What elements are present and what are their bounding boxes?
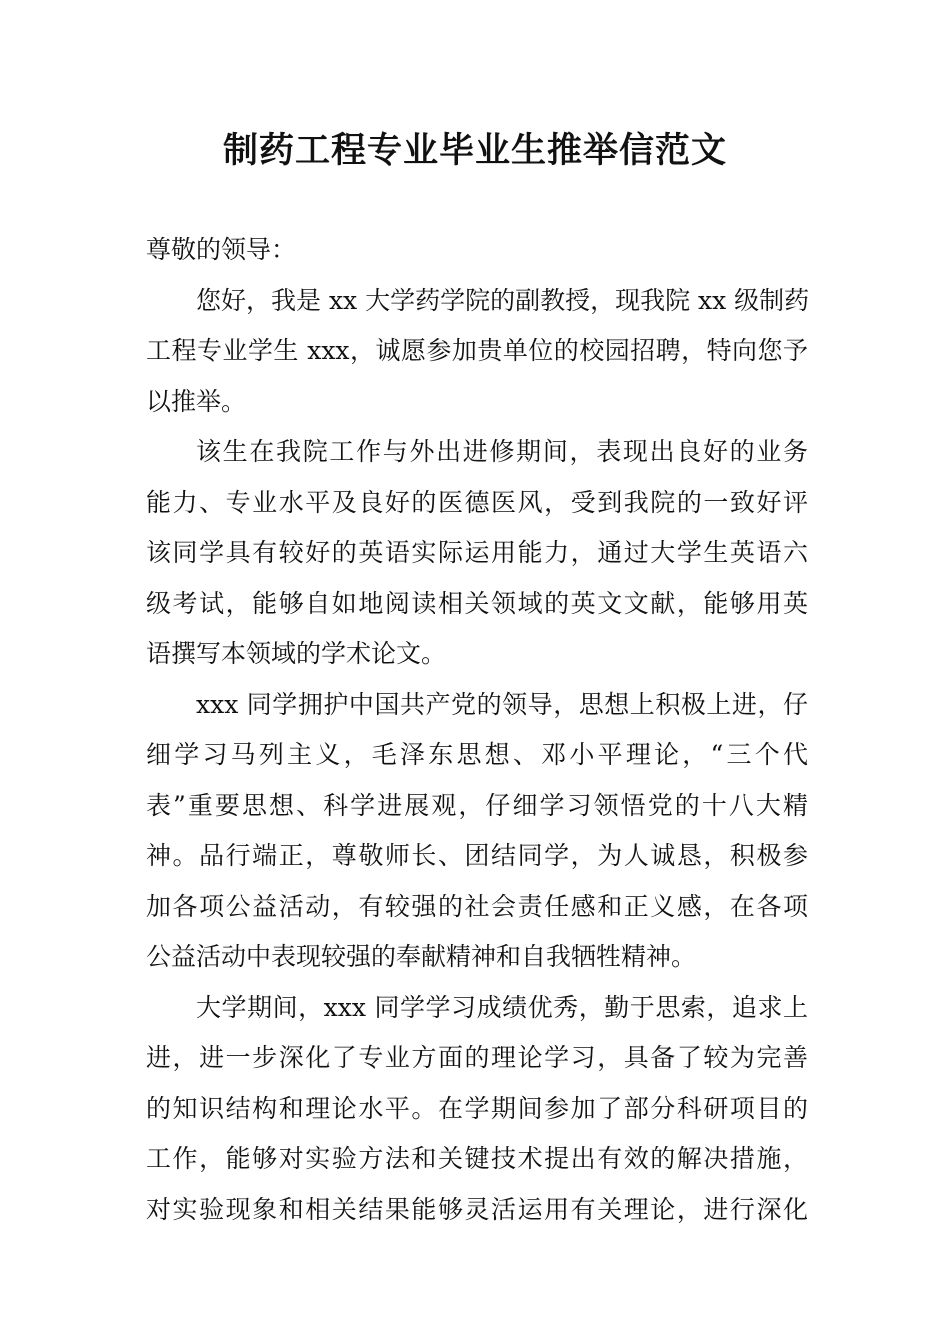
paragraph-3 — [146, 680, 808, 983]
paragraph-line: 您好，我是 xx 大学药学院的副教授，现我院 xx 级制药 — [196, 285, 810, 315]
paragraph-line: 该同学具有较好的英语实际运用能力，通过大学生英语六 — [146, 538, 808, 567]
paragraph-line: 公益活动中表现较强的奉献精神和自我牺牲精神。 — [146, 942, 697, 971]
document-title: 制药工程专业毕业生推举信范文 — [222, 131, 727, 171]
paragraph-line: 加各项公益活动，有较强的社会责任感和正义感，在各项 — [146, 891, 808, 921]
paragraph-line: xxx 同学拥护中国共产党的领导，思想上积极上进，仔 — [196, 689, 808, 719]
paragraph-line: 进，进一步深化了专业方面的理论学习，具备了较为完善 — [146, 1043, 808, 1072]
paragraph-2 — [146, 427, 808, 680]
paragraph-1 — [146, 276, 808, 428]
paragraph-line: 以推举。 — [146, 386, 247, 416]
paragraph-line: 该生在我院工作与外出进修期间，表现出良好的业务 — [196, 437, 808, 466]
paragraph-4 — [146, 983, 808, 1236]
paragraph-line: 的知识结构和理论水平。在学期间参加了部分科研项目的 — [146, 1093, 808, 1123]
paragraph-line: 语撰写本领域的学术论文。 — [146, 639, 447, 668]
paragraph-line: 大学期间，xxx 同学学习成绩优秀，勤于思索，追求上 — [196, 992, 808, 1022]
paragraph-line: 对实验现象和相关结果能够灵活运用有关理论，进行深化 — [146, 1194, 808, 1224]
paragraph-line: 工作，能够对实验方法和关键技术提出有效的解决措施， — [146, 1144, 808, 1173]
paragraph-line: 能力、专业水平及良好的医德医风，受到我院的一致好评 — [146, 487, 808, 517]
paragraph-line: 神。品行端正，尊敬师长、团结同学，为人诚恳，积极参 — [146, 841, 808, 870]
paragraph-line: 工程专业学生 xxx，诚愿参加贵单位的校园招聘，特向您予 — [146, 336, 808, 365]
salutation: 尊敬的领导： — [146, 235, 297, 264]
letter-body — [146, 225, 808, 1235]
paragraph-line: 级考试，能够自如地阅读相关领域的英文文献，能够用英 — [146, 588, 808, 618]
paragraph-line: 细学习马列主义，毛泽东思想、邓小平理论，“三个代 — [146, 740, 808, 769]
paragraph-line: 表”重要思想、科学进展观，仔细学习领悟党的十八大精 — [146, 790, 808, 820]
